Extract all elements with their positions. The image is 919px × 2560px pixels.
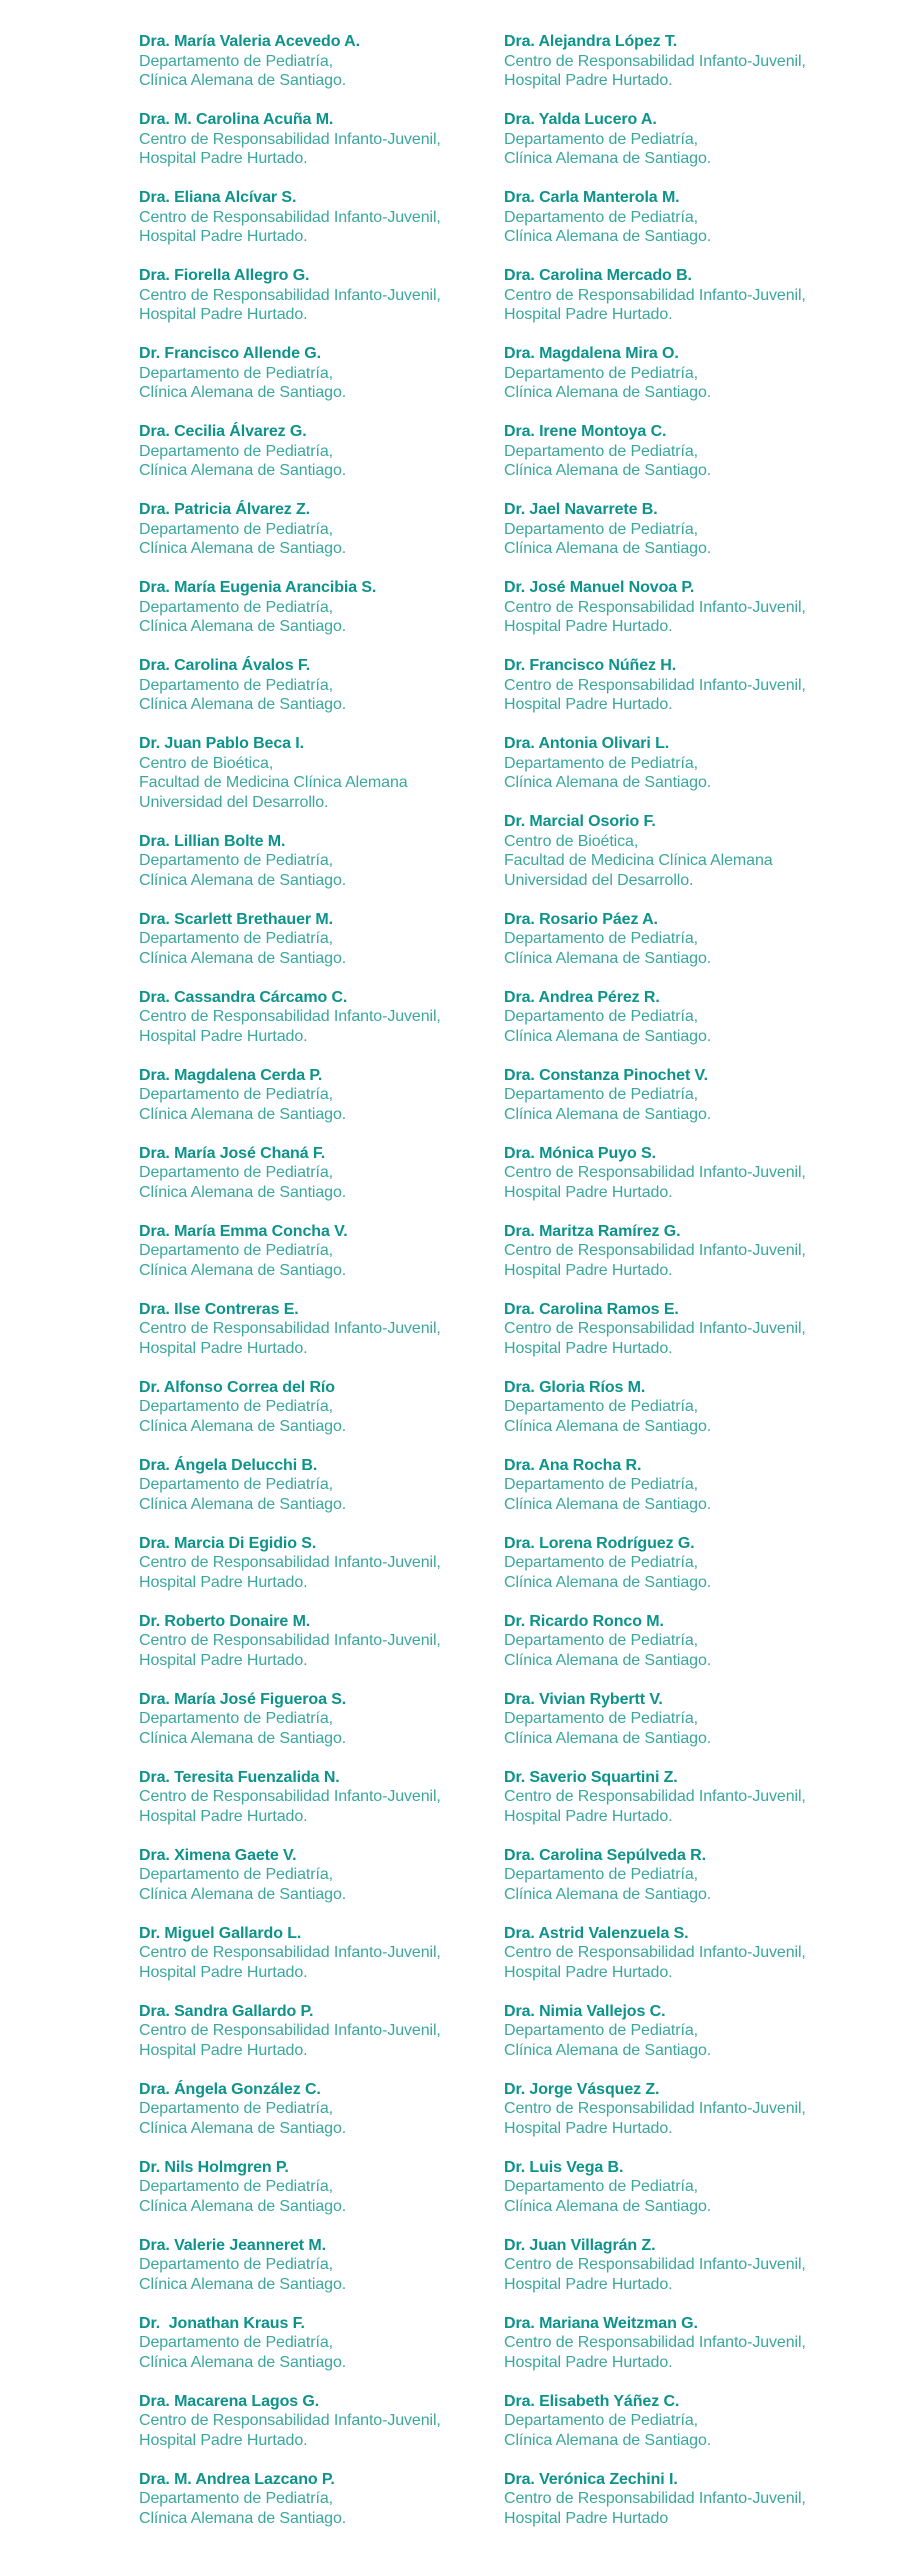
doctor-name: Dra. Cecilia Álvarez G. xyxy=(139,423,307,440)
doctor-affiliation-line: Clínica Alemana de Santiago. xyxy=(504,1495,712,1513)
doctor-affiliation-line: Departamento de Pediatría, xyxy=(504,1476,698,1493)
doctor-name: Dra. Alejandra López T. xyxy=(504,33,678,50)
doctor-affiliation-line: Clínica Alemana de Santiago. xyxy=(139,384,347,401)
doctor-name: Dr. Saverio Squartini Z. xyxy=(504,1768,678,1786)
doctor-affiliation-line: Hospital Padre Hurtado. xyxy=(504,1807,673,1825)
directory-column-left xyxy=(139,32,504,2548)
doctor-entry xyxy=(504,1690,869,1749)
doctor-name: Dr. Juan Pablo Beca I. xyxy=(139,735,304,752)
doctor-entry xyxy=(139,2236,504,2295)
doctor-affiliation-line: Departamento de Pediatría, xyxy=(139,52,333,70)
doctor-affiliation-line: Clínica Alemana de Santiago. xyxy=(504,540,712,557)
doctor-entry xyxy=(139,1222,504,1281)
doctor-affiliation-line: Hospital Padre Hurtado xyxy=(504,2509,669,2527)
doctor-affiliation-line: Departamento de Pediatría, xyxy=(504,1632,698,1649)
doctor-affiliation-line: Departamento de Pediatría, xyxy=(139,930,333,947)
doctor-affiliation-line: Departamento de Pediatría, xyxy=(504,1086,698,1103)
doctor-affiliation-line: Clínica Alemana de Santiago. xyxy=(504,462,712,479)
doctor-affiliation-line: Centro de Responsabilidad Infanto-Juvenil, xyxy=(504,2334,806,2351)
doctor-affiliation-line: Centro de Responsabilidad Infanto-Juvenil, xyxy=(139,2412,441,2429)
doctor-affiliation-line: Clínica Alemana de Santiago. xyxy=(139,1183,347,1201)
doctor-affiliation-line: Hospital Padre Hurtado. xyxy=(139,1339,308,1357)
doctor-name: Dra. Constanza Pinochet V. xyxy=(504,1066,708,1084)
doctor-affiliation-line: Departamento de Pediatría, xyxy=(139,2334,333,2351)
doctor-affiliation-line: Clínica Alemana de Santiago. xyxy=(504,2197,712,2215)
doctor-entry xyxy=(139,422,504,481)
doctor-affiliation-line: Clínica Alemana de Santiago. xyxy=(139,2353,347,2371)
doctor-name: Dra. Fiorella Allegro G. xyxy=(139,267,310,284)
doctor-name: Dra. Rosario Páez A. xyxy=(504,910,658,928)
doctor-name: Dr. Marcial Osorio F. xyxy=(504,813,656,830)
doctor-entry xyxy=(139,1534,504,1593)
doctor-affiliation-line: Departamento de Pediatría, xyxy=(139,852,333,869)
doctor-affiliation-line: Hospital Padre Hurtado. xyxy=(504,1261,673,1279)
doctor-name: Dra. Scarlett Brethauer M. xyxy=(139,910,333,928)
doctor-entry xyxy=(139,1066,504,1125)
doctor-name: Dra. Irene Montoya C. xyxy=(504,423,667,440)
doctor-name: Dra. Mónica Puyo S. xyxy=(504,1144,656,1162)
doctor-affiliation-line: Clínica Alemana de Santiago. xyxy=(504,150,712,167)
doctor-affiliation-line: Hospital Padre Hurtado. xyxy=(139,1807,308,1825)
doctor-name: Dra. Patricia Álvarez Z. xyxy=(139,501,311,518)
doctor-affiliation-line: Departamento de Pediatría, xyxy=(504,754,698,772)
doctor-affiliation-line: Clínica Alemana de Santiago. xyxy=(504,1651,712,1669)
doctor-name: Dr. Nils Holmgren P. xyxy=(139,2158,289,2176)
doctor-entry xyxy=(504,422,869,481)
doctor-name: Dra. Ilse Contreras E. xyxy=(139,1300,299,1318)
doctor-entry xyxy=(139,2470,504,2529)
doctor-entry xyxy=(504,2470,869,2529)
doctor-name: Dra. Valerie Jeanneret M. xyxy=(139,2236,326,2254)
doctor-entry xyxy=(504,2158,869,2217)
doctor-affiliation-line: Clínica Alemana de Santiago. xyxy=(504,1885,712,1903)
doctor-name: Dr. Roberto Donaire M. xyxy=(139,1612,311,1630)
doctor-affiliation-line: Clínica Alemana de Santiago. xyxy=(139,1729,347,1747)
doctor-affiliation-line: Hospital Padre Hurtado. xyxy=(139,2431,308,2449)
doctor-affiliation-line: Centro de Responsabilidad Infanto-Juvenil, xyxy=(504,2490,806,2507)
doctor-affiliation-line: Departamento de Pediatría, xyxy=(139,1398,333,1415)
doctor-affiliation-line: Universidad del Desarrollo. xyxy=(504,871,694,889)
doctor-name: Dr. Jonathan Kraus F. xyxy=(139,2314,305,2332)
doctor-affiliation-line: Centro de Responsabilidad Infanto-Juvenil, xyxy=(139,2022,441,2039)
doctor-entry xyxy=(139,32,504,91)
doctor-entry xyxy=(139,1456,504,1515)
doctor-affiliation-line: Hospital Padre Hurtado. xyxy=(139,1963,308,1981)
doctor-affiliation-line: Clínica Alemana de Santiago. xyxy=(139,871,347,889)
doctor-name: Dra. Ana Rocha R. xyxy=(504,1456,642,1474)
doctor-entry xyxy=(139,1690,504,1749)
doctor-affiliation-line: Departamento de Pediatría, xyxy=(139,520,333,538)
doctor-entry xyxy=(139,734,504,812)
doctor-entry xyxy=(139,1846,504,1905)
doctor-affiliation-line: Departamento de Pediatría, xyxy=(504,442,698,460)
doctor-name: Dra. Antonia Olivari L. xyxy=(504,735,670,752)
doctor-name: Dra. Cassandra Cárcamo C. xyxy=(139,988,348,1006)
doctor-entry xyxy=(139,656,504,715)
doctor-affiliation-line: Centro de Responsabilidad Infanto-Juvenil, xyxy=(504,1788,806,1805)
doctor-name: Dra. Carolina Mercado B. xyxy=(504,267,692,284)
doctor-affiliation-line: Clínica Alemana de Santiago. xyxy=(139,462,347,479)
doctor-entry xyxy=(504,1534,869,1593)
doctor-entry xyxy=(504,1456,869,1515)
doctor-affiliation-line: Centro de Responsabilidad Infanto-Juvenil, xyxy=(504,286,806,304)
doctor-entry xyxy=(504,578,869,637)
doctor-affiliation-line: Hospital Padre Hurtado. xyxy=(139,1573,308,1591)
doctor-entry xyxy=(504,32,869,91)
doctor-entry xyxy=(504,2002,869,2061)
doctor-affiliation-line: Clínica Alemana de Santiago. xyxy=(504,1105,712,1123)
doctor-affiliation-line: Departamento de Pediatría, xyxy=(504,208,698,226)
doctor-affiliation-line: Departamento de Pediatría, xyxy=(504,1008,698,1025)
doctor-name: Dr. Francisco Núñez H. xyxy=(504,657,677,674)
doctor-name: Dra. Carolina Ávalos F. xyxy=(139,657,311,674)
doctor-name: Dra. María José Chaná F. xyxy=(139,1144,326,1162)
doctor-affiliation-line: Hospital Padre Hurtado. xyxy=(504,2353,673,2371)
doctor-name: Dra. Mariana Weitzman G. xyxy=(504,2314,698,2332)
doctor-affiliation-line: Departamento de Pediatría, xyxy=(504,1554,698,1571)
doctor-affiliation-line: Departamento de Pediatría, xyxy=(504,930,698,947)
doctor-affiliation-line: Hospital Padre Hurtado. xyxy=(139,306,308,323)
doctor-name: Dra. Sandra Gallardo P. xyxy=(139,2002,314,2020)
doctor-affiliation-line: Departamento de Pediatría, xyxy=(504,2022,698,2039)
doctor-name: Dra. Teresita Fuenzalida N. xyxy=(139,1768,340,1786)
doctor-name: Dra. Yalda Lucero A. xyxy=(504,111,657,128)
doctor-entry xyxy=(139,578,504,637)
doctor-name: Dr. Juan Villagrán Z. xyxy=(504,2236,656,2254)
doctor-affiliation-line: Departamento de Pediatría, xyxy=(504,1710,698,1727)
doctor-name: Dra. Vivian Rybertt V. xyxy=(504,1690,663,1708)
doctor-entry xyxy=(504,2314,869,2373)
doctor-name: Dra. Magdalena Mira O. xyxy=(504,345,679,362)
doctor-affiliation-line: Clínica Alemana de Santiago. xyxy=(504,1417,712,1435)
doctor-entry xyxy=(139,266,504,325)
doctor-affiliation-line: Departamento de Pediatría, xyxy=(139,2256,333,2273)
doctor-affiliation-line: Departamento de Pediatría, xyxy=(139,1164,333,1181)
doctor-affiliation-line: Clínica Alemana de Santiago. xyxy=(139,2275,347,2293)
doctor-entry xyxy=(504,1768,869,1827)
doctor-name: Dra. Maritza Ramírez G. xyxy=(504,1222,681,1240)
doctor-affiliation-line: Hospital Padre Hurtado. xyxy=(504,2275,673,2293)
doctor-affiliation-line: Centro de Responsabilidad Infanto-Juvenil, xyxy=(139,286,441,304)
doctor-entry xyxy=(139,110,504,169)
doctor-entry xyxy=(504,1378,869,1437)
doctor-entry xyxy=(139,832,504,891)
doctor-name: Dr. Alfonso Correa del Río xyxy=(139,1378,335,1396)
doctor-affiliation-line: Clínica Alemana de Santiago. xyxy=(504,1729,712,1747)
doctor-affiliation-line: Clínica Alemana de Santiago. xyxy=(504,774,712,791)
doctor-affiliation-line: Clínica Alemana de Santiago. xyxy=(504,1027,712,1045)
doctor-affiliation-line: Hospital Padre Hurtado. xyxy=(139,2041,308,2059)
doctor-entry xyxy=(504,2392,869,2451)
doctor-affiliation-line: Departamento de Pediatría, xyxy=(139,2490,333,2507)
doctor-name: Dra. M. Carolina Acuña M. xyxy=(139,111,334,128)
doctor-affiliation-line: Clínica Alemana de Santiago. xyxy=(504,949,712,967)
doctor-affiliation-line: Centro de Responsabilidad Infanto-Juvenil, xyxy=(139,1632,441,1649)
doctor-name: Dra. Ángela Delucchi B. xyxy=(139,1456,318,1474)
doctor-entry xyxy=(504,988,869,1047)
doctor-affiliation-line: Clínica Alemana de Santiago. xyxy=(139,1105,347,1123)
doctor-name: Dr. Ricardo Ronco M. xyxy=(504,1612,664,1630)
doctor-name: Dra. Macarena Lagos G. xyxy=(139,2392,320,2410)
doctor-affiliation-line: Centro de Responsabilidad Infanto-Juvenil, xyxy=(139,130,441,148)
doctor-affiliation-line: Hospital Padre Hurtado. xyxy=(504,1963,673,1981)
doctor-affiliation-line: Clínica Alemana de Santiago. xyxy=(139,540,347,557)
doctor-affiliation-line: Hospital Padre Hurtado. xyxy=(504,2119,673,2137)
doctor-entry xyxy=(504,2236,869,2295)
doctor-affiliation-line: Centro de Responsabilidad Infanto-Juvenil, xyxy=(504,1164,806,1181)
doctor-affiliation-line: Departamento de Pediatría, xyxy=(139,1086,333,1103)
doctor-name: Dr. Francisco Allende G. xyxy=(139,345,321,362)
doctor-affiliation-line: Departamento de Pediatría, xyxy=(139,1866,333,1883)
doctor-name: Dra. Andrea Pérez R. xyxy=(504,988,660,1006)
doctor-entry xyxy=(139,1378,504,1437)
doctor-affiliation-line: Centro de Bioética, xyxy=(139,754,274,772)
doctor-affiliation-line: Departamento de Pediatría, xyxy=(504,130,698,148)
doctor-affiliation-line: Clínica Alemana de Santiago. xyxy=(139,696,347,713)
doctor-affiliation-line: Clínica Alemana de Santiago. xyxy=(139,618,347,635)
doctor-affiliation-line: Centro de Responsabilidad Infanto-Juvenil, xyxy=(504,1242,806,1259)
doctor-name: Dra. Nimia Vallejos C. xyxy=(504,2002,666,2020)
doctor-name: Dra. Magdalena Cerda P. xyxy=(139,1066,323,1084)
doctor-name: Dra. María José Figueroa S. xyxy=(139,1690,347,1708)
doctor-affiliation-line: Centro de Responsabilidad Infanto-Juvenil, xyxy=(504,52,806,70)
doctor-entry xyxy=(139,500,504,559)
doctor-name: Dra. Lillian Bolte M. xyxy=(139,832,286,850)
doctor-affiliation-line: Hospital Padre Hurtado. xyxy=(504,306,673,323)
doctor-entry xyxy=(504,1066,869,1125)
doctor-affiliation-line: Centro de Responsabilidad Infanto-Juvenil, xyxy=(139,208,441,226)
doctor-affiliation-line: Clínica Alemana de Santiago. xyxy=(139,2119,347,2137)
doctor-name: Dra. Carolina Ramos E. xyxy=(504,1300,679,1318)
doctor-name: Dra. María Emma Concha V. xyxy=(139,1222,348,1240)
doctor-affiliation-line: Centro de Responsabilidad Infanto-Juvenil, xyxy=(139,1554,441,1571)
doctor-entry xyxy=(139,2158,504,2217)
doctor-entry xyxy=(139,1768,504,1827)
directory-column-right xyxy=(504,32,869,2548)
doctor-affiliation-line: Clínica Alemana de Santiago. xyxy=(504,2041,712,2059)
doctor-affiliation-line: Departamento de Pediatría, xyxy=(139,364,333,382)
doctor-affiliation-line: Departamento de Pediatría, xyxy=(139,1710,333,1727)
doctor-affiliation-line: Hospital Padre Hurtado. xyxy=(504,1339,673,1357)
doctor-affiliation-line: Clínica Alemana de Santiago. xyxy=(139,72,347,89)
doctor-name: Dra. Gloria Ríos M. xyxy=(504,1378,646,1396)
doctor-affiliation-line: Centro de Responsabilidad Infanto-Juvenil, xyxy=(139,1788,441,1805)
doctor-affiliation-line: Centro de Responsabilidad Infanto-Juvenil, xyxy=(504,2100,806,2117)
doctor-entry xyxy=(504,910,869,969)
doctor-affiliation-line: Centro de Responsabilidad Infanto-Juvenil, xyxy=(504,598,806,616)
doctor-entry xyxy=(504,188,869,247)
doctor-name: Dra. Astrid Valenzuela S. xyxy=(504,1924,689,1942)
doctor-affiliation-line: Hospital Padre Hurtado. xyxy=(504,696,673,713)
doctor-affiliation-line: Clínica Alemana de Santiago. xyxy=(139,1885,347,1903)
doctor-name: Dra. María Eugenia Arancibia S. xyxy=(139,579,377,596)
doctor-affiliation-line: Hospital Padre Hurtado. xyxy=(504,1183,673,1201)
doctor-affiliation-line: Clínica Alemana de Santiago. xyxy=(139,1417,347,1435)
doctor-entry xyxy=(504,1924,869,1983)
doctor-affiliation-line: Hospital Padre Hurtado. xyxy=(139,1027,308,1045)
doctor-name: Dra. Verónica Zechini I. xyxy=(504,2470,678,2488)
doctor-affiliation-line: Hospital Padre Hurtado. xyxy=(139,1651,308,1669)
doctor-entry xyxy=(139,188,504,247)
doctor-name: Dr. José Manuel Novoa P. xyxy=(504,579,695,596)
doctor-name: Dra. Ximena Gaete V. xyxy=(139,1846,297,1864)
doctor-entry xyxy=(139,1924,504,1983)
doctor-affiliation-line: Departamento de Pediatría, xyxy=(139,2178,333,2195)
doctor-affiliation-line: Departamento de Pediatría, xyxy=(504,2178,698,2195)
doctor-affiliation-line: Centro de Bioética, xyxy=(504,832,639,850)
doctor-entry xyxy=(504,266,869,325)
doctor-affiliation-line: Centro de Responsabilidad Infanto-Juvenil, xyxy=(504,676,806,694)
doctor-entry xyxy=(504,500,869,559)
doctor-affiliation-line: Departamento de Pediatría, xyxy=(504,1866,698,1883)
doctor-entry xyxy=(504,734,869,793)
doctor-name: Dra. Ángela González C. xyxy=(139,2080,321,2098)
doctor-name: Dr. Jael Navarrete B. xyxy=(504,501,658,518)
doctor-affiliation-line: Universidad del Desarrollo. xyxy=(139,793,329,811)
doctor-name: Dra. Eliana Alcívar S. xyxy=(139,189,297,206)
doctor-affiliation-line: Hospital Padre Hurtado. xyxy=(139,150,308,167)
doctor-entry xyxy=(504,344,869,403)
doctor-affiliation-line: Hospital Padre Hurtado. xyxy=(504,72,673,89)
doctor-name: Dra. M. Andrea Lazcano P. xyxy=(139,2470,335,2488)
doctor-name: Dr. Luis Vega B. xyxy=(504,2158,624,2176)
doctor-name: Dra. Marcia Di Egidio S. xyxy=(139,1534,317,1552)
doctor-affiliation-line: Clínica Alemana de Santiago. xyxy=(504,2431,712,2449)
doctor-entry xyxy=(504,1612,869,1671)
doctor-affiliation-line: Departamento de Pediatría, xyxy=(139,2100,333,2117)
doctor-entry xyxy=(139,2392,504,2451)
doctor-affiliation-line: Departamento de Pediatría, xyxy=(504,1398,698,1415)
doctor-affiliation-line: Departamento de Pediatría, xyxy=(504,2412,698,2429)
doctor-name: Dra. Lorena Rodríguez G. xyxy=(504,1534,695,1552)
doctor-entry xyxy=(504,1222,869,1281)
doctor-affiliation-line: Facultad de Medicina Clínica Alemana xyxy=(139,774,408,791)
doctor-affiliation-line: Clínica Alemana de Santiago. xyxy=(504,384,712,401)
doctor-affiliation-line: Hospital Padre Hurtado. xyxy=(504,618,673,635)
doctor-affiliation-line: Clínica Alemana de Santiago. xyxy=(139,949,347,967)
doctor-affiliation-line: Departamento de Pediatría, xyxy=(139,676,333,694)
doctor-entry xyxy=(139,1612,504,1671)
doctor-entry xyxy=(504,1846,869,1905)
doctor-affiliation-line: Departamento de Pediatría, xyxy=(139,1476,333,1493)
doctor-entry xyxy=(139,910,504,969)
doctor-name: Dr. Jorge Vásquez Z. xyxy=(504,2080,660,2098)
doctor-entry xyxy=(139,988,504,1047)
doctor-affiliation-line: Facultad de Medicina Clínica Alemana xyxy=(504,852,773,869)
doctor-affiliation-line: Departamento de Pediatría, xyxy=(504,520,698,538)
doctor-entry xyxy=(504,1144,869,1203)
doctor-entry xyxy=(139,2080,504,2139)
doctor-entry xyxy=(139,2002,504,2061)
doctor-affiliation-line: Clínica Alemana de Santiago. xyxy=(139,1495,347,1513)
doctor-affiliation-line: Clínica Alemana de Santiago. xyxy=(139,2197,347,2215)
doctor-entry xyxy=(139,1300,504,1359)
doctor-affiliation-line: Hospital Padre Hurtado. xyxy=(139,228,308,245)
doctor-entry xyxy=(504,1300,869,1359)
doctor-affiliation-line: Departamento de Pediatría, xyxy=(139,1242,333,1259)
doctor-name: Dra. Elisabeth Yáñez C. xyxy=(504,2392,680,2410)
doctor-affiliation-line: Departamento de Pediatría, xyxy=(504,364,698,382)
doctor-entry xyxy=(504,2080,869,2139)
doctor-affiliation-line: Departamento de Pediatría, xyxy=(139,442,333,460)
doctor-affiliation-line: Centro de Responsabilidad Infanto-Juvenil, xyxy=(504,1944,806,1961)
doctor-name: Dra. Carla Manterola M. xyxy=(504,189,680,206)
doctor-affiliation-line: Clínica Alemana de Santiago. xyxy=(504,1573,712,1591)
doctor-entry xyxy=(139,344,504,403)
doctor-entry xyxy=(504,110,869,169)
doctor-affiliation-line: Centro de Responsabilidad Infanto-Juvenil, xyxy=(139,1320,441,1337)
doctor-name: Dra. María Valeria Acevedo A. xyxy=(139,33,360,50)
doctor-affiliation-line: Centro de Responsabilidad Infanto-Juvenil, xyxy=(504,2256,806,2273)
doctor-entry xyxy=(139,2314,504,2373)
doctor-entry xyxy=(504,812,869,890)
doctor-name: Dra. Carolina Sepúlveda R. xyxy=(504,1846,706,1864)
doctor-entry xyxy=(139,1144,504,1203)
doctor-affiliation-line: Centro de Responsabilidad Infanto-Juvenil, xyxy=(139,1944,441,1961)
doctor-affiliation-line: Clínica Alemana de Santiago. xyxy=(139,1261,347,1279)
doctor-affiliation-line: Clínica Alemana de Santiago. xyxy=(139,2509,347,2527)
doctor-affiliation-line: Departamento de Pediatría, xyxy=(139,598,333,616)
doctor-affiliation-line: Centro de Responsabilidad Infanto-Juvenil, xyxy=(139,1008,441,1025)
doctor-name: Dr. Miguel Gallardo L. xyxy=(139,1924,302,1942)
doctor-affiliation-line: Clínica Alemana de Santiago. xyxy=(504,228,712,245)
doctor-affiliation-line: Centro de Responsabilidad Infanto-Juvenil, xyxy=(504,1320,806,1337)
doctor-entry xyxy=(504,656,869,715)
